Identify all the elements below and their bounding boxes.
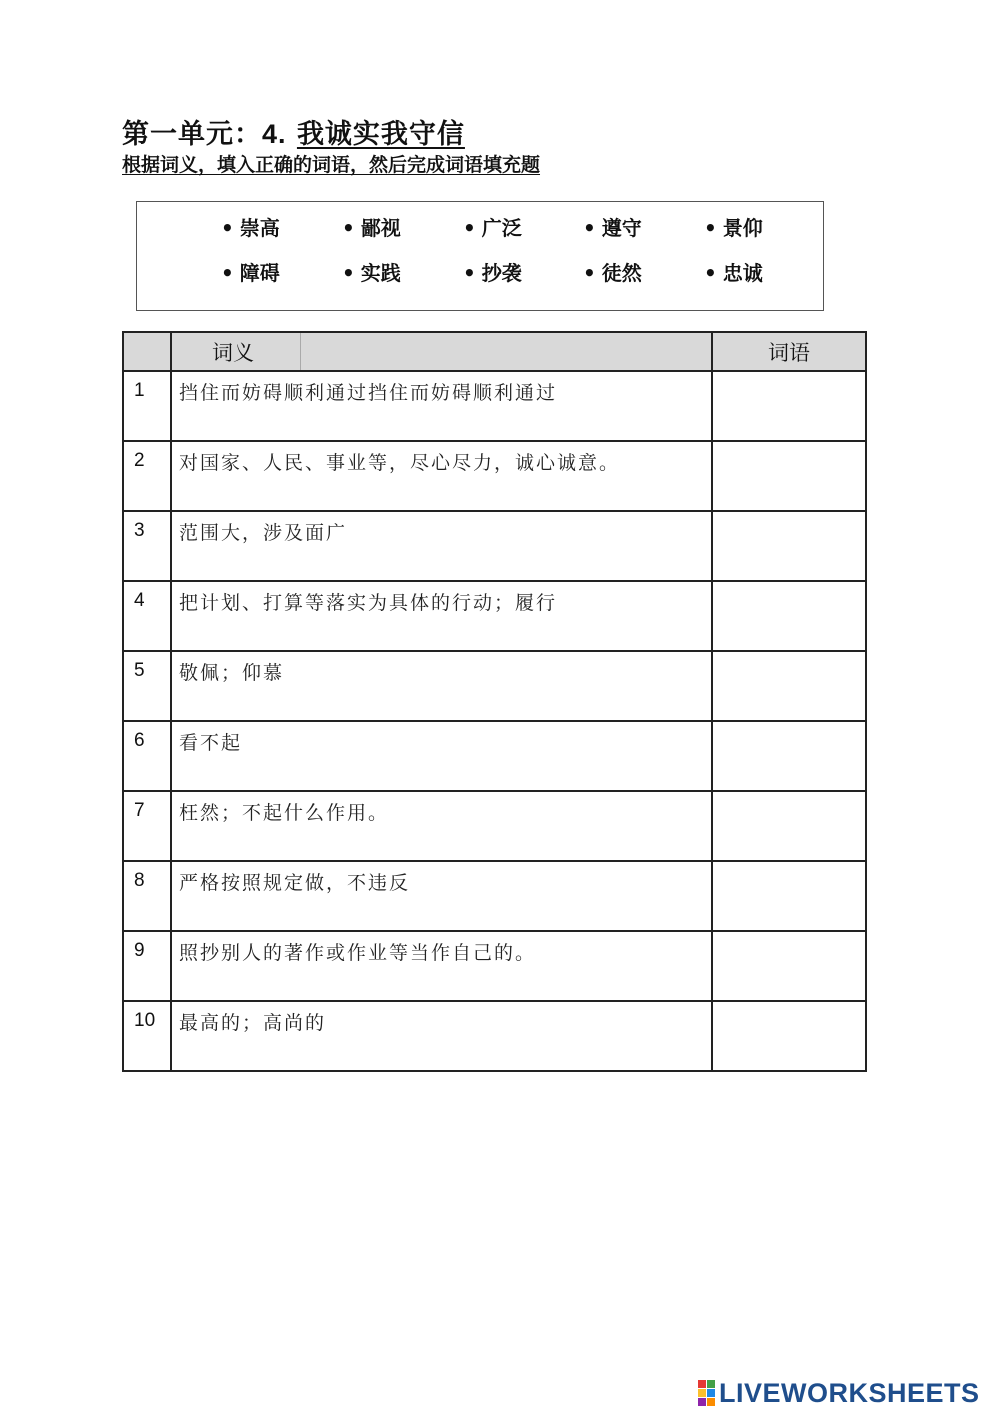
logo-square <box>707 1398 715 1406</box>
row-number: 9 <box>123 931 171 1001</box>
table-row <box>123 511 866 581</box>
logo-square <box>698 1380 706 1388</box>
logo-square <box>698 1389 706 1397</box>
bullet-icon: • <box>342 261 355 285</box>
liveworksheets-logo <box>698 1376 980 1410</box>
table-row <box>123 931 866 1001</box>
logo-text: LIVEWORKSHEETS <box>719 1377 980 1408</box>
answer-field[interactable] <box>712 791 866 861</box>
word-bank-item: • 崇高 <box>221 216 280 240</box>
instructions: 根据词义，填入正确的词语，然后完成词语填充题 <box>122 154 541 176</box>
row-number: 6 <box>123 721 171 791</box>
table-row <box>123 441 866 511</box>
bullet-icon: • <box>704 261 717 285</box>
bullet-icon: • <box>221 261 234 285</box>
row-number: 4 <box>123 581 171 651</box>
row-number: 1 <box>123 371 171 441</box>
answer-field[interactable] <box>712 651 866 721</box>
word-bank-item: • 忠诚 <box>704 261 763 285</box>
answer-field[interactable] <box>712 931 866 1001</box>
row-number: 5 <box>123 651 171 721</box>
header-number <box>123 332 171 371</box>
row-number: 10 <box>123 1001 171 1071</box>
bullet-icon: • <box>463 261 476 285</box>
row-meaning: 范围大，涉及面广 <box>171 511 712 581</box>
row-number: 8 <box>123 861 171 931</box>
table-row <box>123 651 866 721</box>
table-row <box>123 791 866 861</box>
table-row <box>123 861 866 931</box>
table-header-row <box>123 332 866 371</box>
word-bank-item: • 抄袭 <box>463 261 522 285</box>
answer-field[interactable] <box>712 861 866 931</box>
row-meaning: 严格按照规定做，不违反 <box>171 861 712 931</box>
logo-square <box>698 1398 706 1406</box>
bullet-icon: • <box>342 216 355 240</box>
answer-field[interactable] <box>712 441 866 511</box>
table-row <box>123 1001 866 1071</box>
title-number: 4. <box>262 119 287 149</box>
row-meaning: 敬佩；仰慕 <box>171 651 712 721</box>
row-meaning: 看不起 <box>171 721 712 791</box>
logo-square <box>707 1389 715 1397</box>
bullet-icon: • <box>583 261 596 285</box>
row-meaning: 把计划、打算等落实为具体的行动；履行 <box>171 581 712 651</box>
title-prefix: 第一单元： <box>122 119 262 150</box>
row-number: 2 <box>123 441 171 511</box>
vocabulary-table <box>122 331 867 1072</box>
liveworksheets-logo-icon <box>698 1380 715 1406</box>
word-bank-item: • 实践 <box>342 261 401 285</box>
row-meaning: 挡住而妨碍顺利通过挡住而妨碍顺利通过 <box>171 371 712 441</box>
row-meaning: 最高的；高尚的 <box>171 1001 712 1071</box>
row-number: 3 <box>123 511 171 581</box>
row-number: 7 <box>123 791 171 861</box>
answer-field[interactable] <box>712 581 866 651</box>
word-bank-item: • 景仰 <box>704 216 763 240</box>
row-meaning: 枉然；不起什么作用。 <box>171 791 712 861</box>
answer-field[interactable] <box>712 371 866 441</box>
title-name: 我诚实我守信 <box>296 119 465 150</box>
bullet-icon: • <box>221 216 234 240</box>
answer-field[interactable] <box>712 721 866 791</box>
bullet-icon: • <box>463 216 476 240</box>
word-bank-item: • 遵守 <box>583 216 642 240</box>
table-row <box>123 721 866 791</box>
header-word: 词语 <box>712 332 866 371</box>
word-bank <box>136 201 824 311</box>
bullet-icon: • <box>704 216 717 240</box>
table-row <box>123 371 866 441</box>
word-bank-item: • 广泛 <box>463 216 522 240</box>
table-row <box>123 581 866 651</box>
word-bank-item: • 障碍 <box>221 261 280 285</box>
answer-field[interactable] <box>712 1001 866 1071</box>
row-meaning: 对国家、人民、事业等，尽心尽力，诚心诚意。 <box>171 441 712 511</box>
bullet-icon: • <box>583 216 596 240</box>
word-bank-item: • 徒然 <box>583 261 642 285</box>
header-meaning: 词义 <box>171 332 712 371</box>
page-title <box>122 112 465 151</box>
logo-square <box>707 1380 715 1388</box>
row-meaning: 照抄别人的著作或作业等当作自己的。 <box>171 931 712 1001</box>
word-bank-item: • 鄙视 <box>342 216 401 240</box>
answer-field[interactable] <box>712 511 866 581</box>
